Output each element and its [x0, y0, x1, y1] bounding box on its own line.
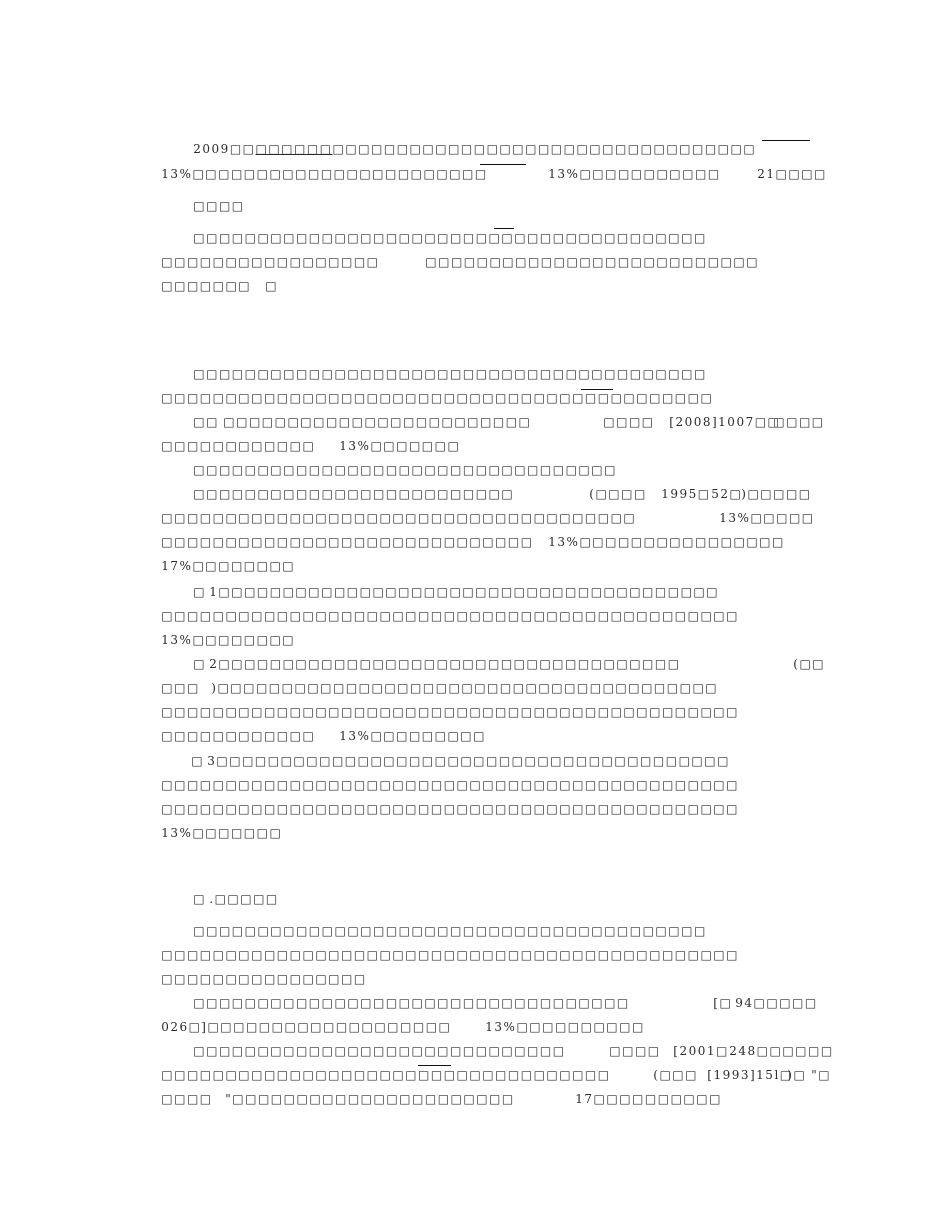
text-run: 026□ [161, 1020, 202, 1034]
text-run: 52□ [711, 487, 743, 501]
text-run: □□□□□□□□□□□□□□□□□□□□□□□□□□□□□□□□□□□□□□□□□□□□□ [161, 609, 739, 623]
text-run: □□□□ [603, 415, 655, 429]
underlined-text: □□□□□□ [255, 142, 333, 156]
text-run: □□□□□□□□□□□□□□□□□□□□□□□□□ [193, 487, 515, 501]
text-run: □□□□□□□□□□□□□□□□□□□□□□□□□□□□□□□□□□□□□□□□ [193, 367, 707, 381]
text-run: 13%□□□□□□□ [339, 439, 461, 453]
text-run: □□□ [161, 681, 200, 695]
text-run: 3□□□□□□□□□□□□□□□□□□□□□□□□□□□□□□□□□□□□□□□□ [207, 754, 730, 768]
text-run: □□□□□□□□□□□□□□□□□ [161, 255, 380, 269]
text-run: □□□□□□□□□□□□□□□□□□□□□□□□□□□□□ [161, 535, 534, 549]
text-run: □□□□□□□□□□□□□□□□□□□□□□□□□□□□□□□□□□□□□□□□ [193, 231, 707, 245]
blank-line-rule [581, 389, 613, 390]
text-run: 1□□□□□□□□□□□□□□□□□□□□□□□□□□□□□□□□□□□□□□□ [209, 585, 720, 599]
text-run: □□□□□□□□□□□□□□□□□□□□□□□□□□□□□□□□□□□□□ [161, 511, 637, 525]
text-run: (□□ [793, 657, 826, 671]
text-run: 13%□□□□□□□□□ [339, 729, 486, 743]
text-run: 13%□□□□□□□□□□ [485, 1020, 645, 1034]
text-run: )□□□□□□□□□□□□□□□□□□□□□□□□□□□□□□□□□□□□□□□ [211, 681, 719, 695]
text-run: 13%□□□□□□□□ [161, 633, 296, 647]
text-run: 17□□□□□□□□□□ [575, 1092, 722, 1106]
text-run: ]□□□□□□□□□□□□□□□□□□□ [201, 1020, 452, 1034]
text-run: "□ [811, 1068, 832, 1082]
text-line-5b [404, 238, 759, 286]
text-run: □□□□□□□ [161, 279, 252, 293]
text-run: □□□□□□□□□□□□□□□□□□□□□□□□□□□□□□□□□□□□□□□□□□□ [161, 391, 714, 405]
text-run: □□□□□□□□□□□□□□□□□□□□□□□□□□□□□□□□□□□ [161, 1068, 611, 1082]
text-run: □□□□□□□□□□□□□□□□ [161, 972, 367, 986]
text-line-31c [714, 979, 818, 1027]
text-run: 21□□□□ [757, 167, 827, 181]
blank-line-rule [480, 164, 526, 165]
text-run: □□□□□□□□□□□□□□□□□□□□□□□□□□□□□□□□□□□□□□□□ [193, 924, 707, 938]
text-line-35 [140, 1075, 213, 1123]
text-run: 13%□□□□□ [719, 511, 815, 525]
text-line-9c [582, 398, 655, 446]
text-run: [1993]15l□ [707, 1068, 793, 1082]
list-marker: □ [193, 657, 207, 671]
text-run: )□ [787, 1068, 807, 1082]
text-run: 248□□□□□□ [729, 1044, 834, 1058]
text-run: □□□□□□□□□□□□□□□□□□□□□□□□□□□□□□□□□□□□□□□□□□□□□ [161, 705, 739, 719]
text-run: 13%□□□□□□□ [161, 826, 283, 840]
text-line-6 [140, 262, 251, 310]
text-run: .□□□□□ [209, 892, 279, 906]
list-marker: □ [191, 754, 205, 768]
text-line-6b [244, 262, 278, 310]
text-run: □□□□□□□□□□□□ [161, 439, 316, 453]
text-run: 13%□□□□□□□□□□□□□□□□ [548, 535, 785, 549]
text-run: [2008]1007□□ [669, 415, 781, 429]
text-line-2b [527, 150, 721, 198]
text-run: □□□□ [161, 1092, 213, 1106]
blank-line-rule [762, 140, 810, 141]
text-run: )□□□□□ [741, 487, 812, 501]
text-run: □□□□□□□□□□□□□□□□□□□□□□□□□□ [425, 255, 760, 269]
text-run: 1995□ [661, 487, 711, 501]
text-run: □□□□□□□□□□□□□□□□□□□□□□□□ [223, 415, 532, 429]
text-run: □□□□□□□□□□□□□□□□□□□□□□□□□□□□□□□□□ [332, 142, 757, 156]
text-run: □ [265, 279, 279, 293]
blank-line-rule [418, 1065, 451, 1066]
text-run: □□□□□□□□□□□□□□□□□□□□□□□□□□□□□□□□□□□□□□□□□□□□□ [161, 778, 739, 792]
text-run: (□□□ [653, 1068, 698, 1082]
text-run: □□□□□□□□□□□□□□□□□□□□□□□□□□□□□□□□□□□□□□□□□□□□□ [161, 802, 739, 816]
text-run: □□ [229, 142, 256, 156]
text-run: □□□□□□□□□□□□□□□□□□□□□□□□□□□□□□□□□□ [193, 996, 630, 1010]
text-run: □□□□ [773, 415, 825, 429]
text-run: □□□□ [609, 1044, 661, 1058]
text-line-14b [527, 518, 785, 566]
text-run: 2□□□□□□□□□□□□□□□□□□□□□□□□□□□□□□□□□□□□ [209, 657, 681, 671]
text-run: (□□□□ [589, 487, 647, 501]
text-run: 17%□□□□□□□□ [161, 559, 296, 573]
text-run: □ [193, 892, 207, 906]
text-run: □□□□□□□□□□□□□□□□□□□□□□□□□□□□□□□□□□□□□□□□□□□□□ [161, 948, 739, 962]
year-text: 2009 [193, 142, 230, 156]
text-run: □□□□□□□□□□□□□□□□□□□□□□□□□□□□□ [193, 1044, 566, 1058]
text-run: [2001□ [673, 1044, 729, 1058]
list-marker: □ [193, 585, 207, 599]
text-run: □□□□□□□□□□□□□□□□□□□□□□□□□□□□□□□□□ [193, 463, 617, 477]
text-line-19c [772, 640, 825, 688]
text-run: □□□□ [193, 199, 245, 213]
text-run: [□ [713, 996, 733, 1010]
text-run: □□ [193, 415, 219, 429]
text-line-35c [554, 1075, 722, 1123]
text-line-2c [736, 150, 827, 198]
text-line-35b [204, 1075, 515, 1123]
blank-line-rule [494, 228, 514, 229]
text-run: "□□□□□□□□□□□□□□□□□□□□□□ [225, 1092, 515, 1106]
text-run: 13%□□□□□□□□□□□ [548, 167, 721, 181]
text-run: 94□□□□□ [735, 996, 818, 1010]
text-line-9e [752, 398, 825, 446]
text-line-34e [790, 1051, 831, 1099]
text-line-26 [140, 809, 282, 857]
text-run: □□□□□□□□□□□□ [161, 729, 316, 743]
text-run: 13%□□□□□□□□□□□□□□□□□□□□□□□ [161, 167, 488, 181]
